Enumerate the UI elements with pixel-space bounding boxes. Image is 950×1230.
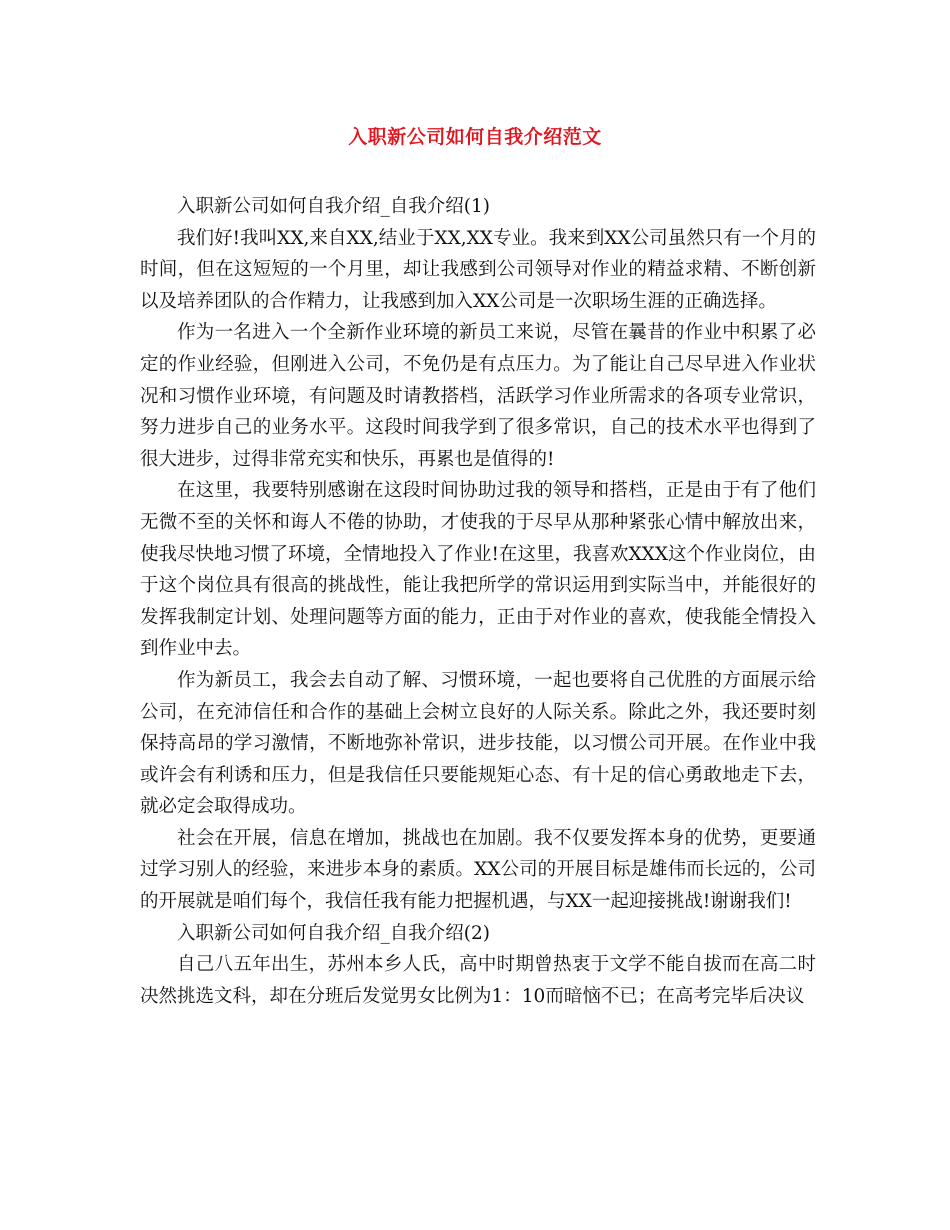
body-paragraph: 我们好!我叫XX,来自XX,结业于XX,XX专业。我来到XX公司虽然只有一个月的时间，但在这短短的一个月里，却让我感到公司领导对作业的精益求精、不断创新以及培养团队的合作精力，让我感到加入XX公司是一次职场生涯的正确选择。 bbox=[140, 227, 816, 312]
document-body bbox=[140, 191, 816, 1012]
section-heading-2: 入职新公司如何自我介绍_自我介绍(2) bbox=[177, 922, 490, 944]
document-title: 入职新公司如何自我介绍范文 bbox=[348, 126, 602, 148]
body-paragraph: 社会在开展，信息在增加，挑战也在加剧。我不仅要发挥本身的优势，更要通过学习别人的经验，来进步本身的素质。XX公司的开展目标是雄伟而长远的，公司的开展就是咱们每个，我信任我有能力把握机遇，与XX一起迎接挑战!谢谢我们! bbox=[140, 827, 816, 913]
body-paragraph: 作为一名进入一个全新作业环境的新员工来说，尽管在曩昔的作业中积累了必定的作业经验，但刚进入公司，不免仍是有点压力。为了能让自己尽早进入作业状况和习惯作业环境，有问题及时请教搭档，活跃学习作业所需求的各项专业常识，努力进步自己的业务水平。这段时间我学到了很多常识，自己的技术水平也得到了很大进步，过得非常充实和快乐，再累也是值得的! bbox=[140, 322, 816, 470]
body-paragraph: 在这里，我要特别感谢在这段时间协助过我的领导和搭档，正是由于有了他们无微不至的关怀和诲人不倦的协助，才使我的于尽早从那种紧张心情中解放出来，使我尽快地习惯了环境，全情地投入了作业!在这里，我喜欢XXX这个作业岗位，由于这个岗位具有很高的挑战性，能让我把所学的常识运用到实际当中，并能很好的发挥我制定计划、处理问题等方面的能力，正由于对作业的喜欢，使我能全情投入到作业中去。 bbox=[140, 480, 816, 660]
body-paragraph: 自己八五年出生，苏州本乡人氏，高中时期曾热衷于文学不能自拔而在高二时决然挑选文科，却在分班后发觉男女比例为1：10而暗恼不已；在高考完毕后决议 bbox=[140, 954, 816, 1007]
section-heading-1: 入职新公司如何自我介绍_自我介绍(1) bbox=[177, 196, 490, 217]
body-paragraph: 作为新员工，我会去自动了解、习惯环境，一起也要将自己优胜的方面展示给公司，在充沛信任和合作的基础上会树立良好的人际关系。除此之外，我还要时刻保持高昂的学习激情，不断地弥补常识，进步技能，以习惯公司开展。在作业中我或许会有利诱和压力，但是我信任只要能规矩心态、有十足的信心勇敢地走下去，就必定会取得成功。 bbox=[140, 669, 816, 818]
